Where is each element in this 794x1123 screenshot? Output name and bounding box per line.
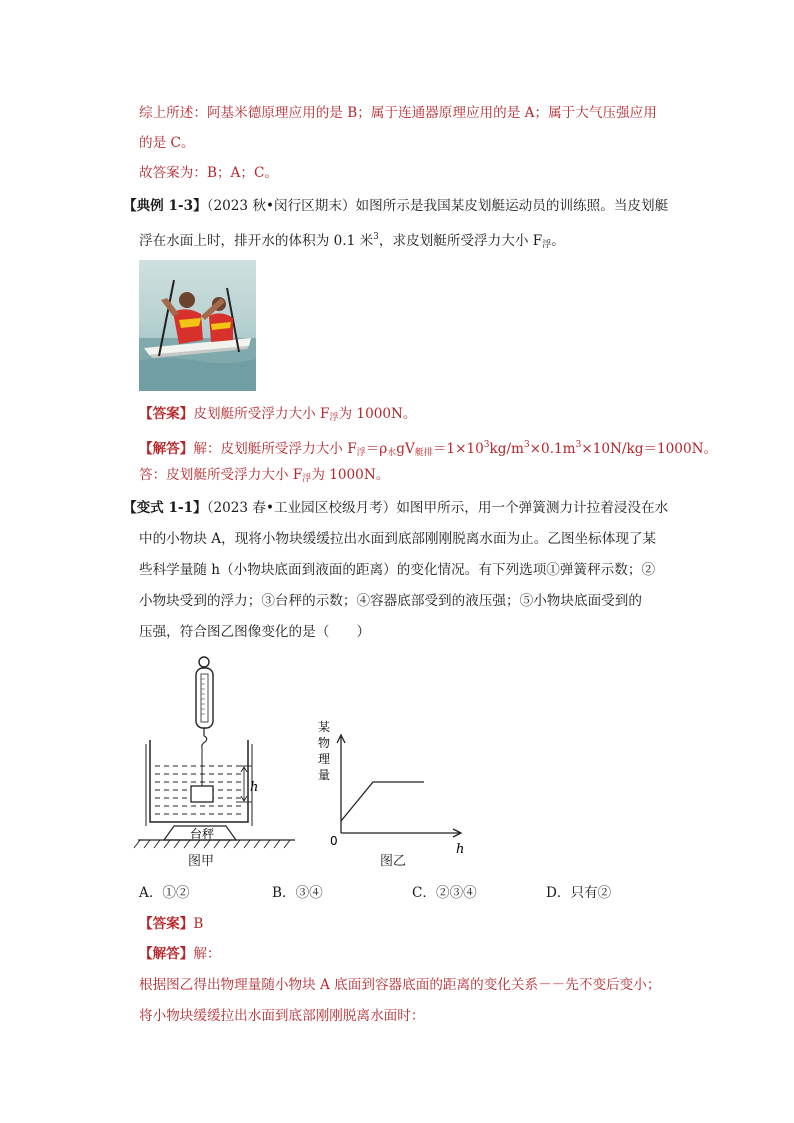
origin-label: 0	[330, 834, 338, 848]
summary-line-1: 综上所述：阿基米德原理应用的是 B；属于连通器原理应用的是 A；属于大气压强应用	[139, 105, 657, 121]
variant-solution-head: 【解答】解：	[139, 946, 221, 962]
example-tag: 【典例 1-3】	[123, 198, 207, 214]
x-axis-label: h	[456, 842, 465, 857]
option-a[interactable]: A．①②	[139, 885, 190, 901]
summary-line-2: 的是 C。	[139, 135, 195, 151]
svg-text:物: 物	[318, 736, 331, 750]
figure-jia	[130, 652, 305, 861]
variant-solution-line-1: 根据图乙得出物理量随小物块 A 底面到容器底面的距离的变化关系－－先不变后变小；	[139, 977, 661, 993]
variant-heading: 【变式 1-1】（2023 春•工业园区校级月考）如图甲所示，用一个弹簧测力计拉着浸没在水	[123, 500, 669, 516]
h-dimension-label: h	[250, 780, 259, 795]
example-line-2: 浮在水面上时，排开水的体积为 0.1 米$^3$，求皮划艇所受浮力大小 $F_浮$。	[139, 232, 565, 250]
variant-answer: 【答案】B	[139, 916, 204, 932]
option-d[interactable]: D．只有②	[546, 885, 612, 901]
figure-jia-caption: 图甲	[188, 854, 215, 869]
variant-solution-line-2: 将小物块缓缓拉出水面到底部刚刚脱离水面时：	[139, 1008, 425, 1024]
svg-text:量: 量	[318, 768, 331, 782]
figure-yi-caption: 图乙	[380, 854, 407, 869]
svg-text:理: 理	[318, 752, 331, 766]
example-reply: 答：皮划艇所受浮力大小 $F_浮$为 1000N。	[139, 467, 390, 484]
variant-line-2: 中的小物块 A，现将小物块缓缓拉出水面到底部刚刚脱离水面为止。乙图坐标体现了某	[139, 531, 657, 547]
canoe-training-photo	[139, 260, 256, 391]
figure-yi-graph	[300, 715, 475, 864]
example-solution: 【解答】解：皮划艇所受浮力大小 $F_浮=\rho_水gV_{艇排}=1\times 10^3kg/m^3\times 0.1m^3\times 10N/kg=1000N$。	[139, 440, 718, 458]
example-answer: 【答案】皮划艇所受浮力大小 $F_浮$为 1000N。	[139, 406, 417, 423]
option-b[interactable]: B．③④	[272, 885, 323, 901]
summary-line-3: 故答案为：B；A；C。	[139, 165, 278, 181]
example-heading: 【典例 1-3】（2023 秋•闵行区期末）如图所示是我国某皮划艇运动员的训练照。当皮划艇	[123, 198, 669, 214]
option-c[interactable]: C．②③④	[412, 885, 477, 901]
variant-tag: 【变式 1-1】	[123, 500, 207, 516]
scale-label: 台秤	[190, 827, 215, 841]
variant-line-4: 小物块受到的浮力；③台秤的示数；④容器底部受到的液压强；⑤小物块底面受到的	[139, 593, 642, 609]
variant-line-5: 压强，符合图乙图像变化的是（ ）	[139, 624, 371, 640]
svg-text:某: 某	[318, 720, 331, 734]
variant-line-3: 些科学量随 h（小物块底面到液面的距离）的变化情况。有下列选项①弹簧秤示数；②	[139, 562, 656, 578]
